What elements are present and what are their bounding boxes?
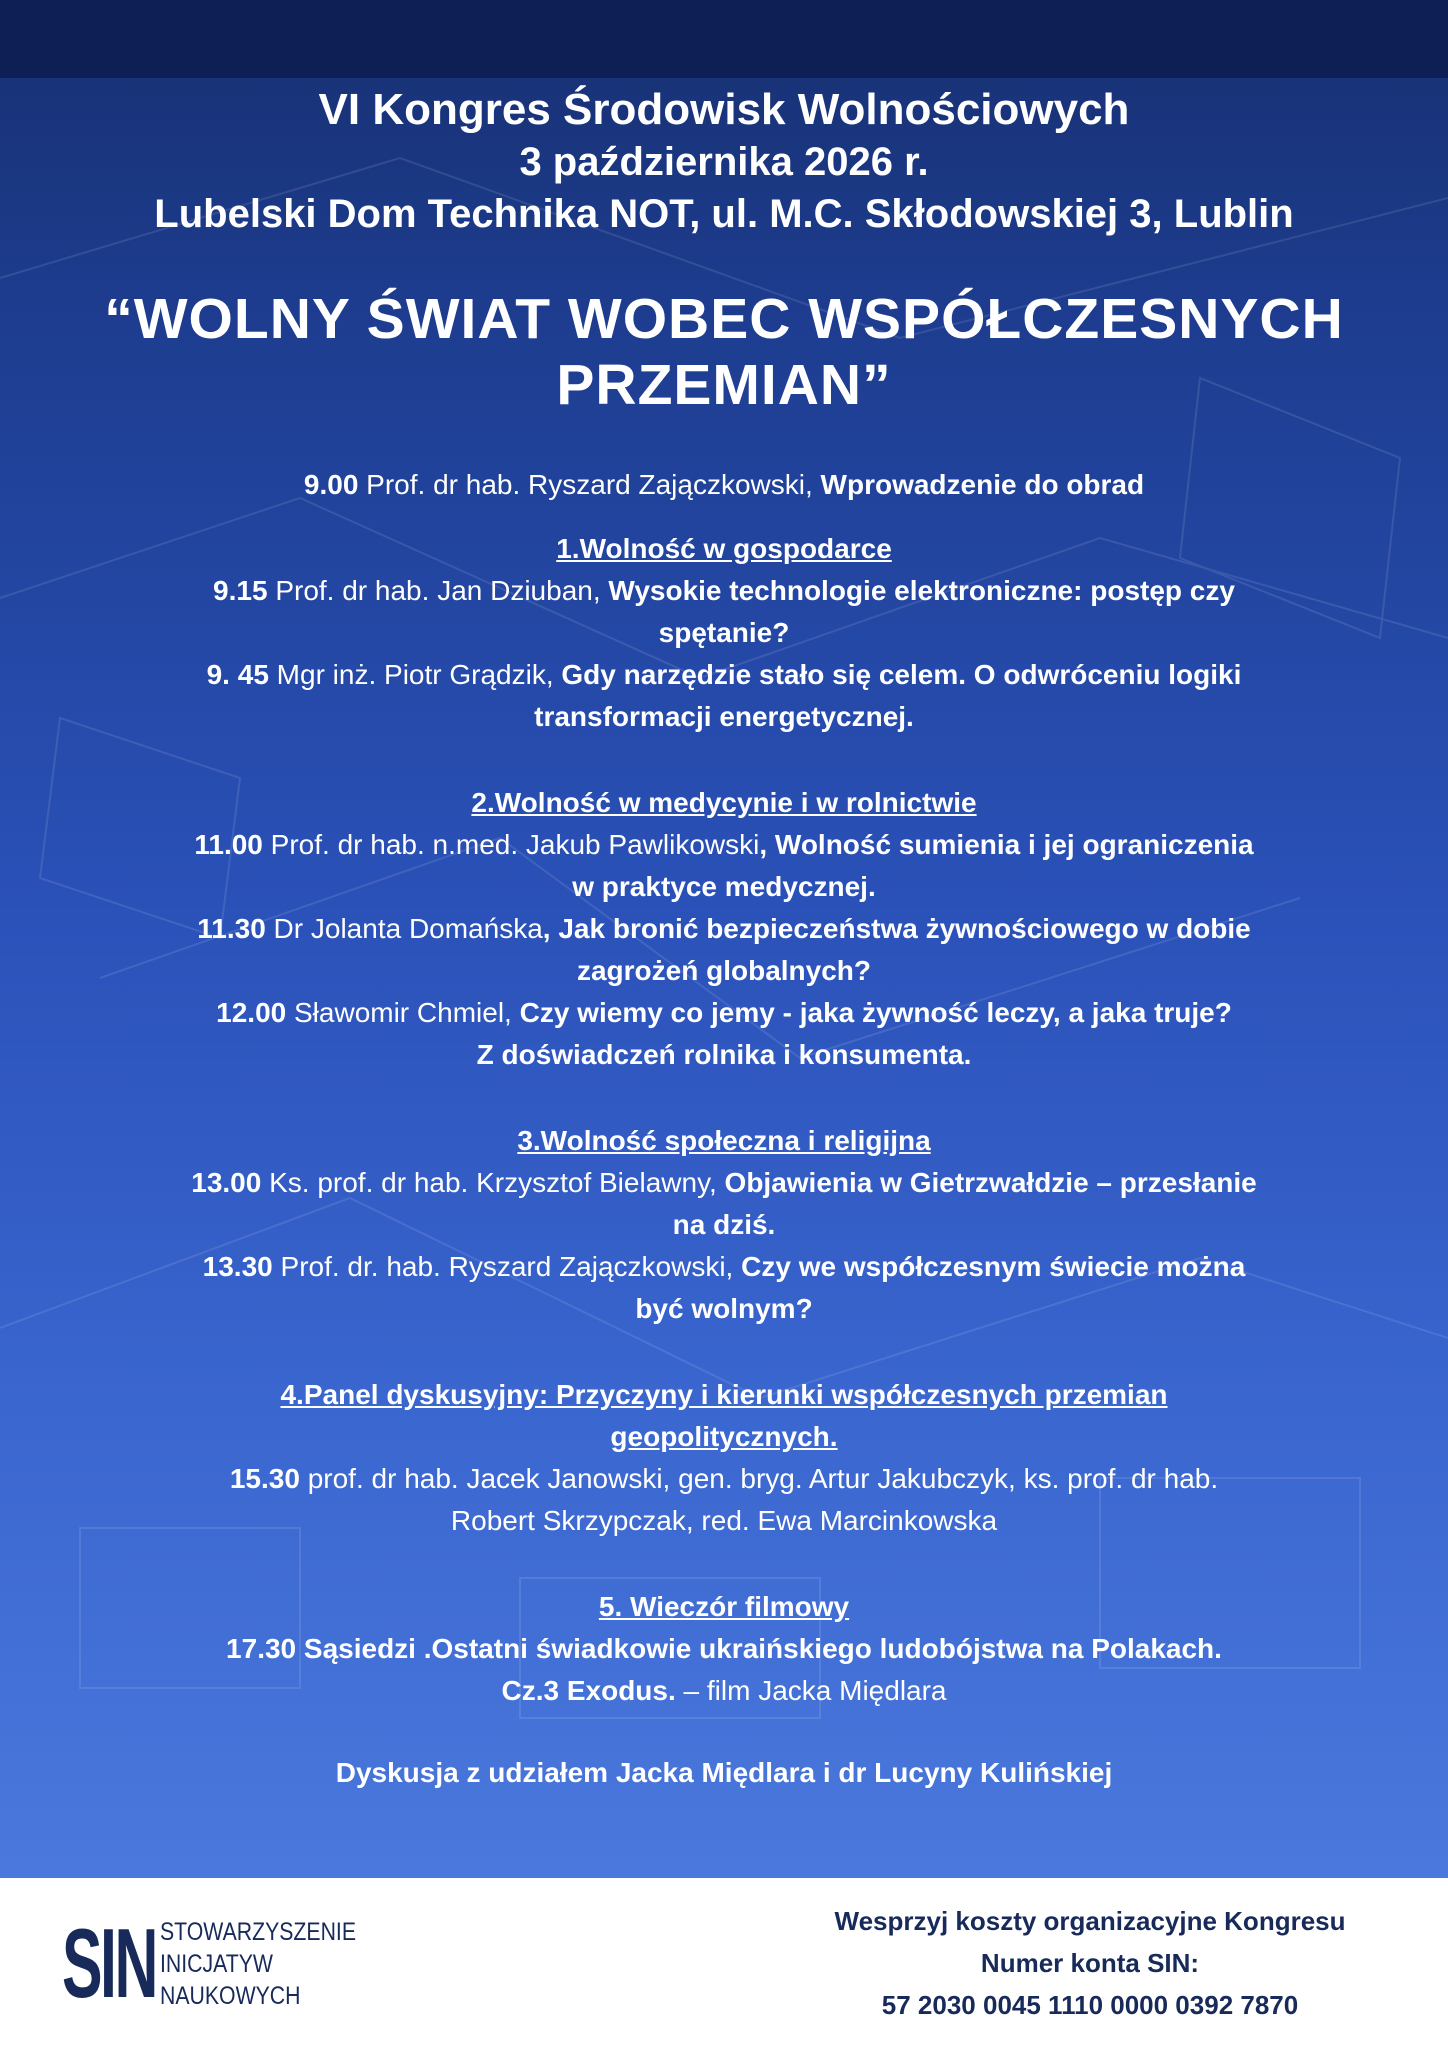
congress-date: 3 października 2026 r. (519, 140, 929, 184)
agenda-item (0, 570, 1448, 612)
item-topic-continued: zagrożeń globalnych? (576, 955, 872, 986)
item-topic-continued: na dziś. (672, 1209, 776, 1240)
item-topic-continued: Z doświadczeń rolnika i konsumenta. (476, 1039, 972, 1070)
section-4-title-continued: geopolitycznych. (610, 1421, 838, 1452)
support-line2: Numer konta SIN: (980, 1948, 1200, 1978)
agenda-item (0, 824, 1448, 866)
section-4 (0, 1374, 1448, 1542)
section-3-title: 3.Wolność społeczna i religijna (517, 1125, 931, 1156)
support-info (820, 1900, 1360, 2026)
item-speaker: Prof. dr hab. Jan Dziuban, (267, 575, 609, 606)
section-2-title: 2.Wolność w medycynie i w rolnictwie (471, 787, 977, 818)
logo-line3: NAUKOWYCH (160, 1982, 301, 2010)
closing-discussion: Dyskusja z udziałem Jacka Międlara i dr Lucyny Kulińskiej (335, 1757, 1113, 1788)
item-time: 11.00 (194, 829, 263, 860)
item-topic-continued: spętanie? (658, 617, 790, 648)
item-topic-continued: w praktyce medycznej. (572, 871, 876, 902)
agenda-item (0, 908, 1448, 950)
agenda-item (0, 1162, 1448, 1204)
panel-participants-line2: Robert Skrzypczak, red. Ewa Marcinkowska (450, 1505, 998, 1536)
section-5 (0, 1586, 1448, 1712)
bank-account-number: 57 2030 0045 1110 0000 0392 7870 (881, 1990, 1299, 2020)
main-title (0, 286, 1448, 418)
section-5-title: 5. Wieczór filmowy (598, 1591, 850, 1622)
congress-name: VI Kongres Środowisk Wolnościowych (318, 85, 1130, 134)
item-speaker: Sławomir Chmiel, (286, 997, 520, 1028)
top-bar (0, 0, 1448, 78)
item-topic: Czy wiemy co jemy - jaka żywność leczy, a jaka truje? (519, 997, 1232, 1028)
item-time: 9.15 (213, 575, 268, 606)
congress-venue: Lubelski Dom Technika NOT, ul. M.C. Skłodowskiej 3, Lublin (154, 192, 1294, 236)
panel-participants-line1: prof. dr hab. Jacek Janowski, gen. bryg. Artur Jakubczyk, ks. prof. dr hab. (299, 1463, 1219, 1494)
section-1 (0, 528, 1448, 738)
intro-time: 9.00 (303, 469, 359, 500)
poster-content (0, 78, 1448, 1794)
item-time: 12.00 (216, 997, 287, 1028)
agenda-item (0, 1246, 1448, 1288)
film-author: – film Jacka Międlara (675, 1675, 947, 1706)
item-speaker: Ks. prof. dr hab. Krzysztof Bielawny, (261, 1167, 725, 1198)
agenda-item (0, 654, 1448, 696)
item-topic: , Jak bronić bezpieczeństwa żywnościowego w dobie (542, 913, 1251, 944)
section-4-title: 4.Panel dyskusyjny: Przyczyny i kierunki współczesnych przemian (280, 1379, 1168, 1410)
main-title-line1: “WOLNY ŚWIAT WOBEC WSPÓŁCZESNYCH (104, 287, 1344, 351)
agenda-item (0, 992, 1448, 1034)
logo-line2: INICJATYW (160, 1950, 273, 1978)
item-topic: Gdy narzędzie stało się celem. O odwróceniu logiki (561, 659, 1242, 690)
sin-logo (62, 1908, 362, 2018)
item-speaker: Mgr inż. Piotr Grądzik, (268, 659, 562, 690)
sin-logo-mark: SIN (62, 1908, 156, 2018)
film-title: 17.30 Sąsiedzi .Ostatni świadkowie ukraińskiego ludobójstwa na Polakach. (226, 1633, 1222, 1664)
footer (0, 1878, 1448, 2048)
item-topic-continued: być wolnym? (635, 1293, 813, 1324)
main-title-line2: PRZEMIAN” (556, 353, 892, 417)
item-topic-continued: transformacji energetycznej. (534, 701, 914, 732)
item-time: 9. 45 (206, 659, 269, 690)
support-line1: Wesprzyj koszty organizacyjne Kongresu (834, 1906, 1346, 1936)
item-time: 11.30 (197, 913, 266, 944)
intro-item (0, 464, 1448, 506)
section-1-title: 1.Wolność w gospodarce (556, 533, 892, 564)
item-speaker: Dr Jolanta Domańska (265, 913, 543, 944)
item-topic: Objawienia w Gietrzwałdzie – przesłanie (724, 1167, 1257, 1198)
item-time: 13.00 (191, 1167, 262, 1198)
panel-participants (0, 1458, 1448, 1500)
intro-speaker: Prof. dr hab. Ryszard Zajączkowski, (358, 469, 821, 500)
intro-topic: Wprowadzenie do obrad (820, 469, 1145, 500)
item-time: 15.30 (229, 1463, 300, 1494)
logo-line1: STOWARZYSZENIE (160, 1918, 357, 1946)
section-2 (0, 782, 1448, 1076)
item-time: 13.30 (202, 1251, 273, 1282)
item-speaker: Prof. dr. hab. Ryszard Zajączkowski, (272, 1251, 742, 1282)
section-3 (0, 1120, 1448, 1330)
item-topic: Czy we współczesnym świecie można (741, 1251, 1246, 1282)
item-topic: , Wolność sumienia i jej ograniczenia (759, 829, 1254, 860)
item-speaker: Prof. dr hab. n.med. Jakub Pawlikowski (262, 829, 760, 860)
sin-logo-text (160, 1916, 356, 2012)
film-part: Cz.3 Exodus. (501, 1675, 676, 1706)
item-topic: Wysokie technologie elektroniczne: postęp czy (608, 575, 1235, 606)
film-subtitle (0, 1670, 1448, 1712)
